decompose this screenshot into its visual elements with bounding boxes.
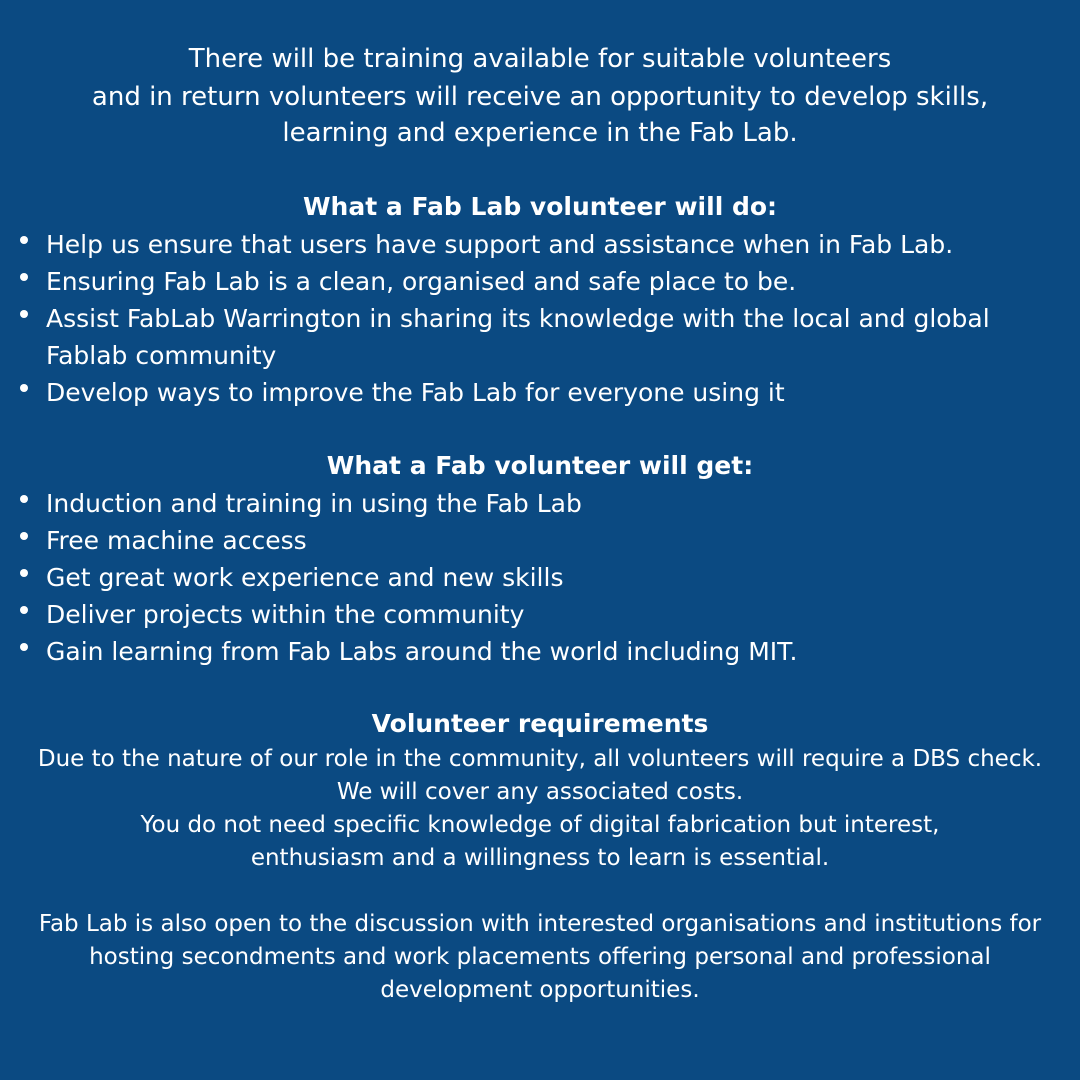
bullet-icon [20, 310, 28, 318]
section-get-heading: What a Fab volunteer will get: [326, 451, 754, 480]
closing-line-1: Fab Lab is also open to the discussion with interested organisations and institutions for [38, 911, 1042, 937]
closing-line-2: hosting secondments and work placements offering personal and professional [89, 944, 991, 970]
bullet-icon [20, 643, 28, 651]
bullet-icon [20, 569, 28, 577]
list-item-text: Assist FabLab Warrington in sharing its knowledge with the local and global [46, 304, 990, 333]
requirements-line-1: Due to the nature of our role in the community, all volunteers will require a DBS check. [37, 746, 1043, 772]
requirements-line-4: enthusiasm and a willingness to learn is essential. [250, 845, 830, 871]
bullet-icon [20, 532, 28, 540]
list-item-text: Induction and training in using the Fab Lab [46, 489, 582, 518]
list-item-text: Ensuring Fab Lab is a clean, organised and safe place to be. [46, 267, 797, 296]
list-item-text: Fablab community [46, 341, 277, 370]
bullet-icon [20, 384, 28, 392]
list-item-text: Help us ensure that users have support and assistance when in Fab Lab. [46, 230, 954, 259]
list-item-text: Free machine access [46, 526, 307, 555]
bullet-icon [20, 495, 28, 503]
intro-line-1: There will be training available for suitable volunteers [188, 44, 892, 74]
section-requirements-heading: Volunteer requirements [371, 709, 709, 738]
list-item-text: Develop ways to improve the Fab Lab for everyone using it [46, 378, 785, 407]
closing-line-3: development opportunities. [380, 977, 700, 1003]
bullet-icon [20, 236, 28, 244]
list-item-text: Gain learning from Fab Labs around the world including MIT. [46, 637, 798, 666]
list-item-text: Deliver projects within the community [46, 600, 525, 629]
bullet-icon [20, 606, 28, 614]
intro-line-3: learning and experience in the Fab Lab. [282, 118, 798, 148]
requirements-line-2: We will cover any associated costs. [336, 779, 744, 805]
bullet-icon [20, 273, 28, 281]
section-do-heading: What a Fab Lab volunteer will do: [302, 192, 778, 221]
requirements-line-3: You do not need specific knowledge of digital fabrication but interest, [140, 812, 940, 838]
list-item-text: Get great work experience and new skills [46, 563, 564, 592]
intro-line-2: and in return volunteers will receive an opportunity to develop skills, [91, 82, 989, 112]
